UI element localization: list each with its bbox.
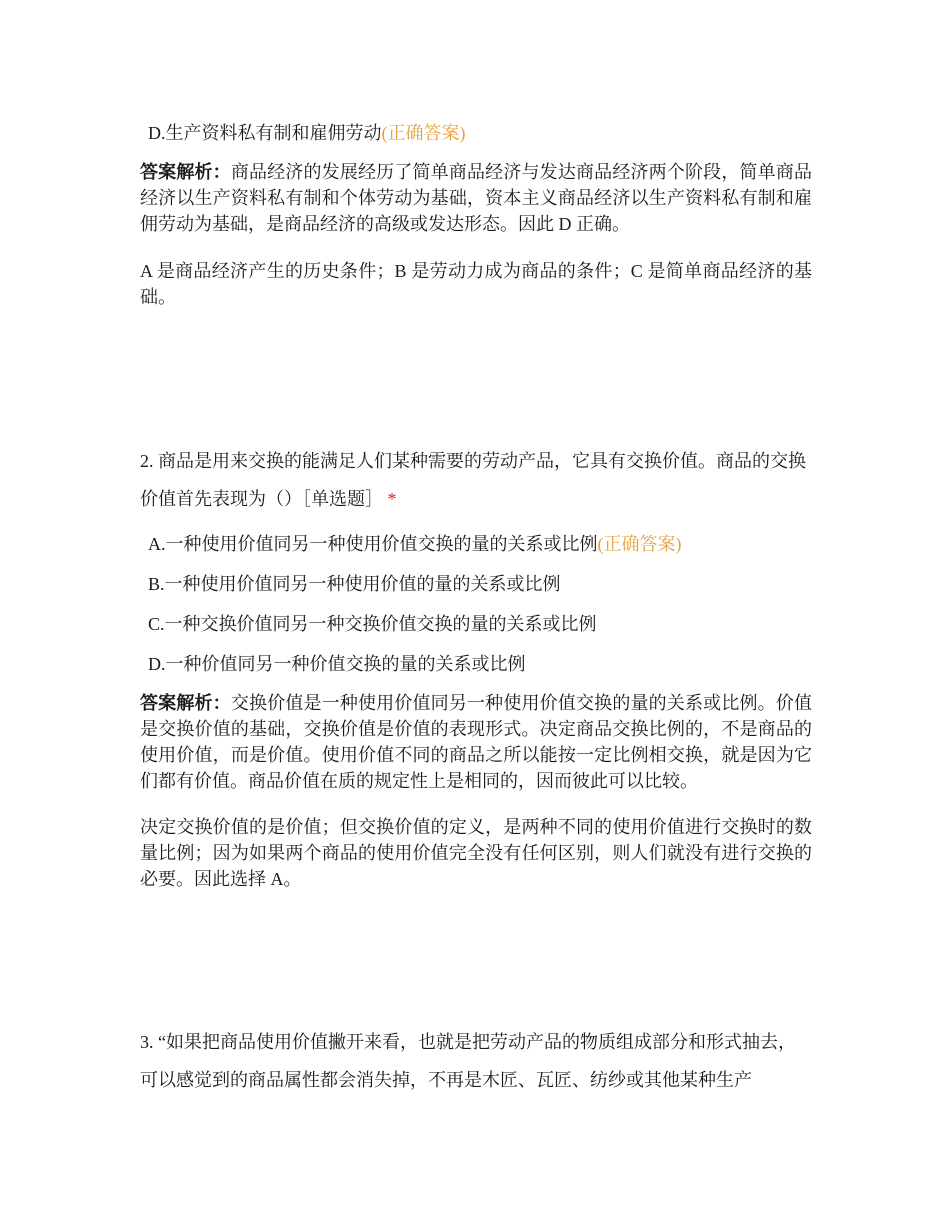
q1-note [140, 258, 812, 310]
q2-question [140, 442, 812, 518]
q2-note [140, 814, 812, 892]
question-text: 3. “如果把商品使用价值撇开来看，也就是把劳动产品的物质组成部分和形式抽去，可以感觉到的商品属性都会消失掉，不再是木匠、瓦匠、纺纱或其他某种生产 [140, 1032, 796, 1090]
analysis-label: 答案解析： [140, 162, 231, 182]
option-text: D.生产资料私有制和雇佣劳动 [148, 123, 382, 143]
option-text: D.一种价值同另一种价值交换的量的关系或比例 [148, 654, 526, 674]
q2-option-a [148, 532, 682, 556]
analysis-text: 商品经济的发展经历了简单商品经济与发达商品经济两个阶段，简单商品经济以生产资料私有制和个体劳动为基础，资本主义商品经济以生产资料私有制和雇佣劳动为基础，是商品经济的高级或发达形态。因此 D 正确。 [140, 162, 813, 234]
q3-question [140, 1023, 812, 1099]
question-text: 2. 商品是用来交换的能满足人们某种需要的劳动产品，它具有交换价值。商品的交换价值首先表现为（）［单选题］ [140, 451, 806, 509]
q2-option-d [148, 652, 526, 676]
correct-answer-tag: (正确答案) [597, 534, 682, 554]
q2-option-b [148, 572, 561, 596]
q1-option-d [148, 121, 466, 145]
note-text: 决定交换价值的是价值；但交换价值的定义，是两种不同的使用价值进行交换时的数量比例；因为如果两个商品的使用价值完全没有任何区别，则人们就没有进行交换的必要。因此选择 A。 [140, 817, 812, 889]
analysis-text: 交换价值是一种使用价值同另一种使用价值交换的量的关系或比例。价值是交换价值的基础，交换价值是价值的表现形式。决定商品交换比例的，不是商品的使用价值，而是价值。使用价值不同的商品之所以能按一定比例相交换，就是因为它们都有价值。商品价值在质的规定性上是相同的，因而彼此可以比较。 [140, 693, 813, 791]
q1-analysis [140, 159, 812, 237]
analysis-label: 答案解析： [140, 693, 231, 713]
q2-analysis [140, 690, 812, 794]
required-mark: * [387, 489, 397, 509]
note-text: A 是商品经济产生的历史条件；B 是劳动力成为商品的条件；C 是简单商品经济的基础。 [140, 261, 812, 307]
option-text: B.一种使用价值同另一种使用价值的量的关系或比例 [148, 574, 561, 594]
option-text: A.一种使用价值同另一种使用价值交换的量的关系或比例 [148, 534, 598, 554]
option-text: C.一种交换价值同另一种交换价值交换的量的关系或比例 [148, 614, 597, 634]
q2-option-c [148, 612, 597, 636]
correct-answer-tag: (正确答案) [381, 123, 466, 143]
